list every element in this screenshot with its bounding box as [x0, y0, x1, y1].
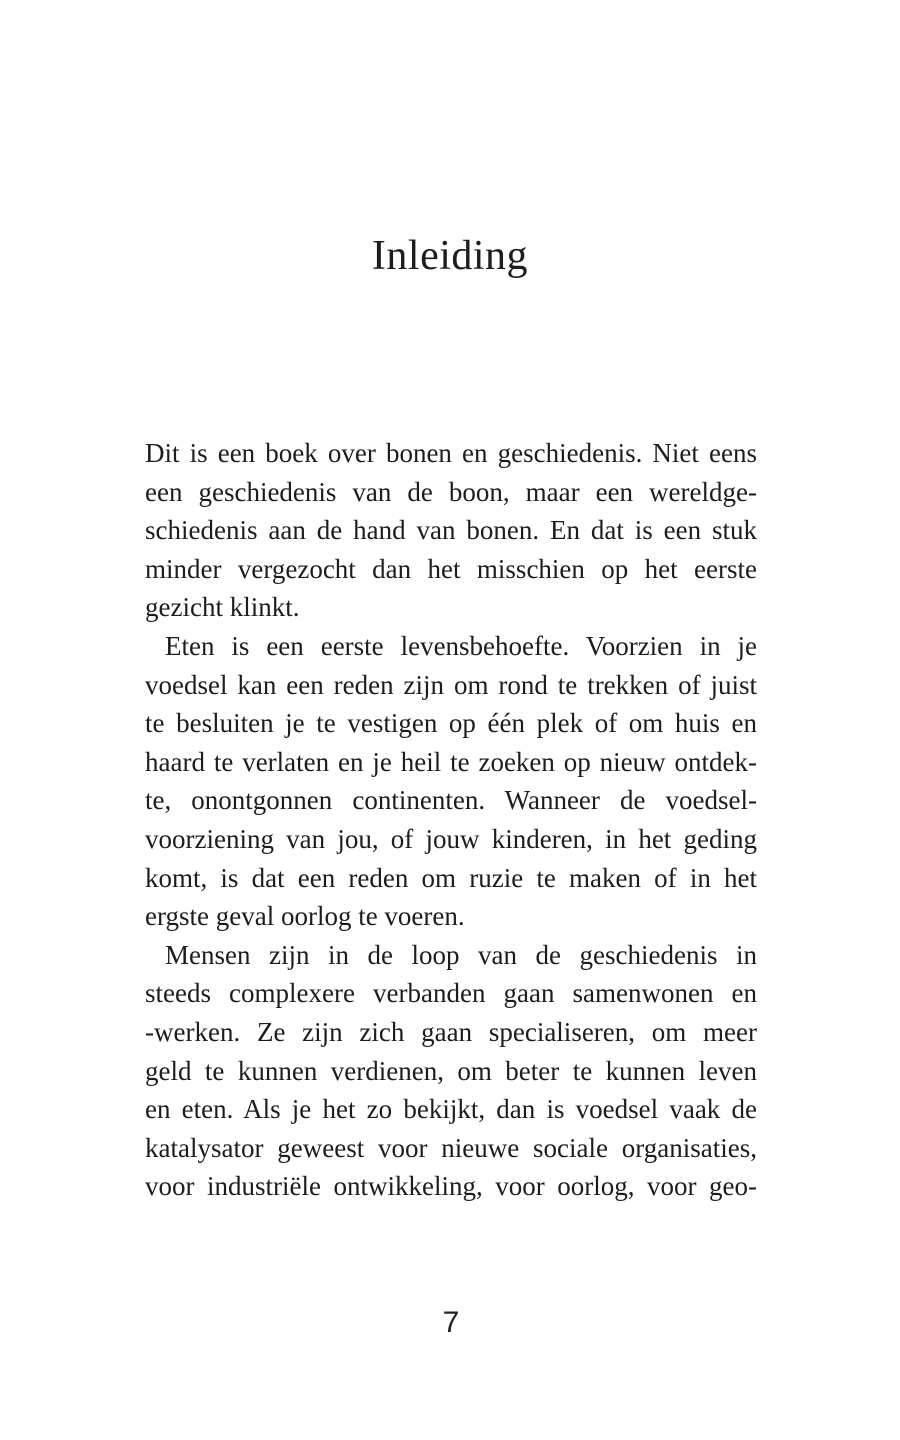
text-line: te, onontgonnen continenten. Wanneer de voedsel- — [145, 785, 757, 816]
paragraph — [145, 936, 757, 1206]
text-line: Mensen zijn in de loop van de geschiedenis in — [165, 939, 757, 970]
chapter-title: Inleiding — [371, 233, 529, 279]
text-line: voor industriële ontwikkeling, voor oorlog, voor geo- — [145, 1171, 757, 1202]
paragraph — [145, 627, 757, 936]
text-line: ergste geval oorlog te voeren. — [145, 901, 465, 932]
text-line: schiedenis aan de hand van bonen. En dat is een stuk — [145, 515, 757, 546]
text-line: katalysator geweest voor nieuwe sociale organisaties, — [145, 1132, 757, 1163]
text-line: Dit is een boek over bonen en geschiedenis. Niet eens — [145, 438, 757, 468]
text-line: steeds complexere verbanden gaan samenwonen en — [145, 978, 757, 1009]
text-line: haard te verlaten en je heil te zoeken op nieuw ontdek- — [145, 746, 757, 777]
text-line: komt, is dat een reden om ruzie te maken of in het — [145, 862, 757, 893]
page-number: 7 — [442, 1306, 460, 1339]
text-line: -werken. Ze zijn zich gaan specialiseren, om meer — [145, 1016, 757, 1047]
paragraph — [145, 434, 757, 627]
text-line: Eten is een eerste levensbehoefte. Voorzien in je — [165, 630, 757, 661]
text-line: een geschiedenis van de boon, maar een wereldge- — [145, 476, 757, 507]
text-line: minder vergezocht dan het misschien op het eerste — [145, 553, 757, 584]
text-line: gezicht klinkt. — [145, 592, 300, 623]
text-line: te besluiten je te vestigen op één plek of om huis en — [145, 708, 757, 739]
body-text — [145, 434, 757, 1206]
text-line: voedsel kan een reden zijn om rond te trekken of juist — [145, 669, 757, 700]
text-line: voorziening van jou, of jouw kinderen, in het geding — [145, 823, 757, 854]
text-line: geld te kunnen verdienen, om beter te kunnen leven — [145, 1055, 757, 1086]
text-line: en eten. Als je het zo bekijkt, dan is voedsel vaak de — [145, 1094, 757, 1125]
